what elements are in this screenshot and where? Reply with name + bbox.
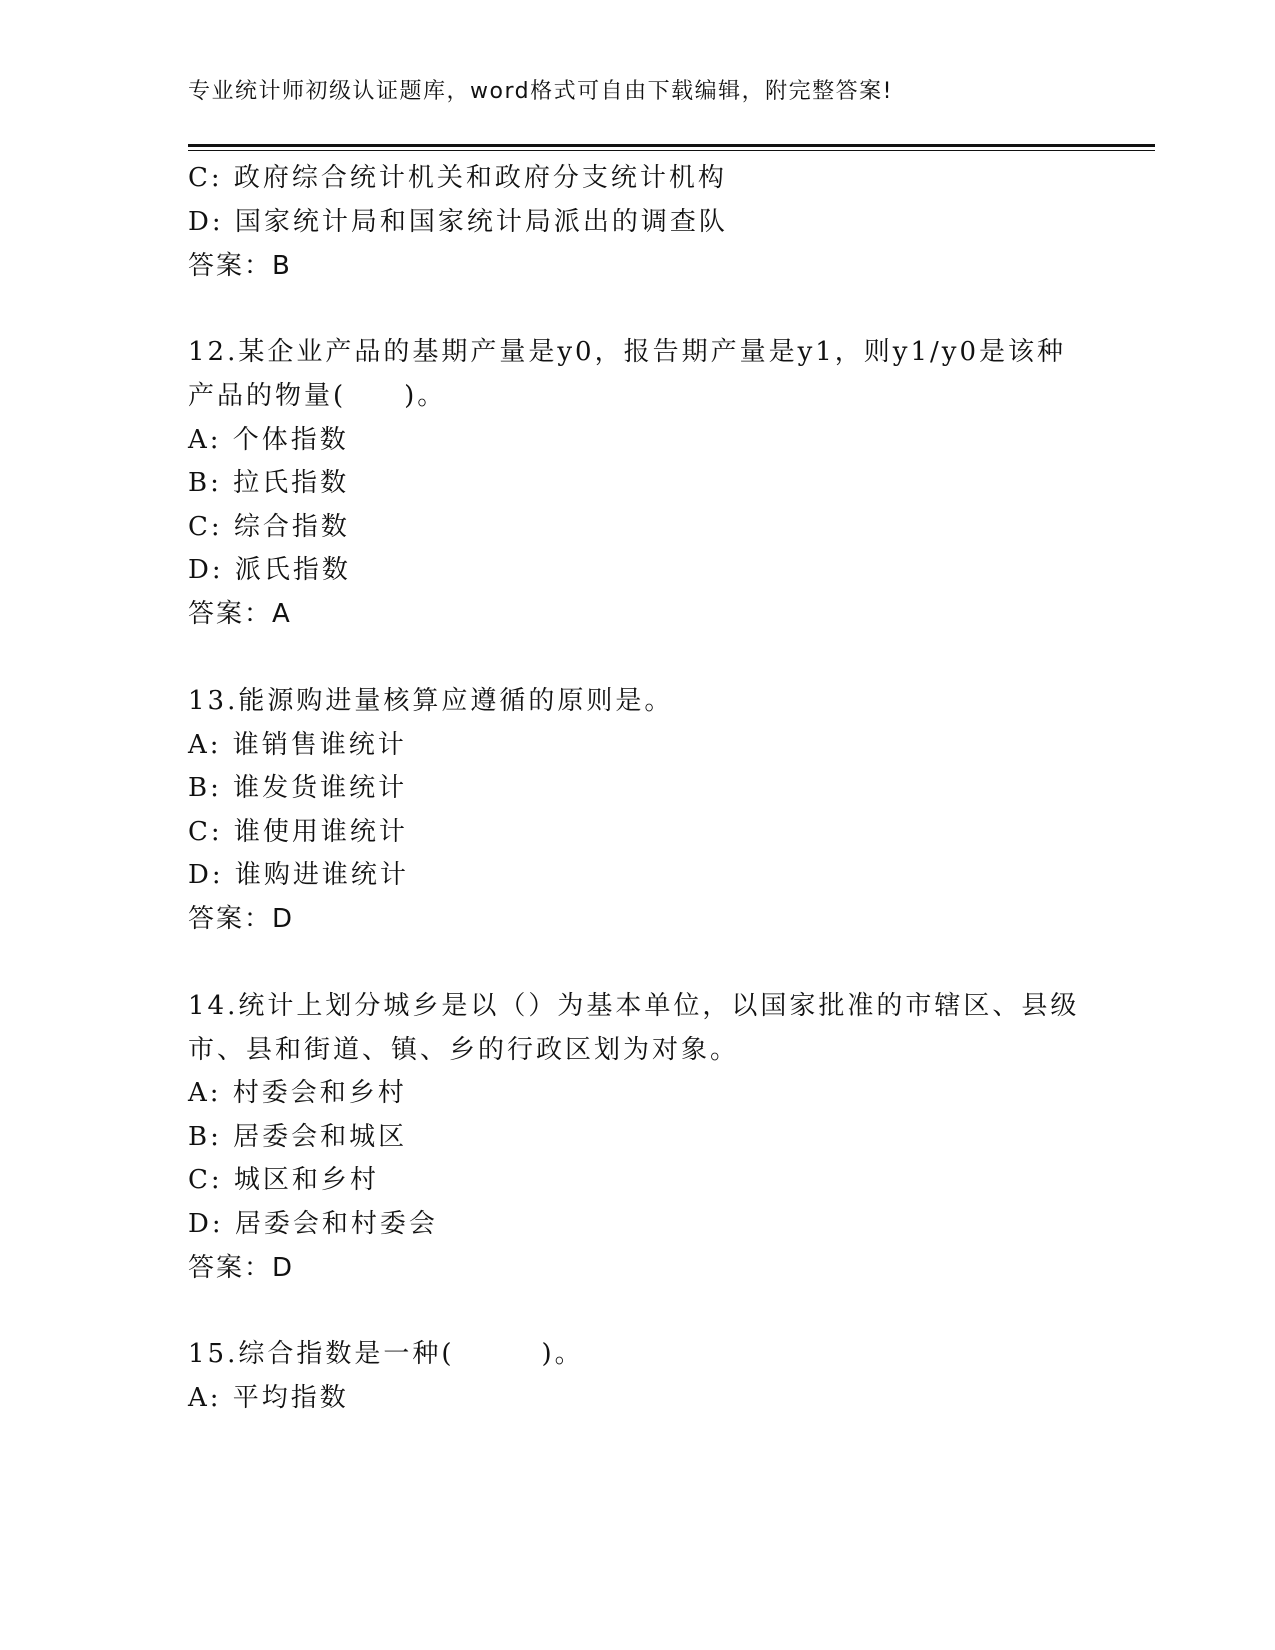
- q13-option-d: D: 谁购进谁统计: [188, 860, 409, 890]
- q14-option-d: D: 居委会和村委会: [188, 1209, 438, 1239]
- q14-option-c: C: 城区和乡村: [188, 1165, 379, 1195]
- q14-option-b: B: 居委会和城区: [188, 1122, 408, 1152]
- q12-answer: 答案：A: [188, 599, 292, 629]
- q13-stem-line1: 13.能源购进量核算应遵循的原则是。: [188, 686, 674, 716]
- q13-option-c: C: 谁使用谁统计: [188, 817, 408, 847]
- q13-answer: 答案：D: [188, 904, 295, 934]
- q13-option-a: A: 谁销售谁统计: [188, 730, 407, 760]
- q12-option-a: A: 个体指数: [188, 425, 349, 455]
- q15-stem-line1: 15.综合指数是一种( )。: [188, 1339, 584, 1369]
- q12-option-d: D: 派氏指数: [188, 555, 351, 585]
- q13-option-b: B: 谁发货谁统计: [188, 773, 408, 803]
- q11-option-c: C: 政府综合统计机关和政府分支统计机构: [188, 163, 727, 193]
- page-header: 专业统计师初级认证题库，word格式可自由下载编辑，附完整答案!: [188, 79, 893, 104]
- header-rule-thick: [188, 144, 1155, 147]
- header-rule-thin: [188, 150, 1155, 151]
- q12-option-b: B: 拉氏指数: [188, 468, 350, 498]
- q12-stem-line1: 12.某企业产品的基期产量是y0，报告期产量是y1，则y1/y0是该种: [188, 337, 1067, 367]
- q15-option-a: A: 平均指数: [188, 1383, 349, 1413]
- q14-stem-line2: 市、县和街道、镇、乡的行政区划为对象。: [188, 1035, 740, 1065]
- q11-answer: 答案：B: [188, 251, 292, 281]
- q14-option-a: A: 村委会和乡村: [188, 1078, 407, 1108]
- q11-option-d: D: 国家统计局和国家统计局派出的调查队: [188, 207, 728, 237]
- q12-stem-line2: 产品的物量( )。: [188, 381, 447, 411]
- q12-option-c: C: 综合指数: [188, 512, 350, 542]
- q14-answer: 答案：D: [188, 1253, 295, 1283]
- q14-stem-line1: 14.统计上划分城乡是以（）为基本单位，以国家批准的市辖区、县级: [188, 991, 1080, 1021]
